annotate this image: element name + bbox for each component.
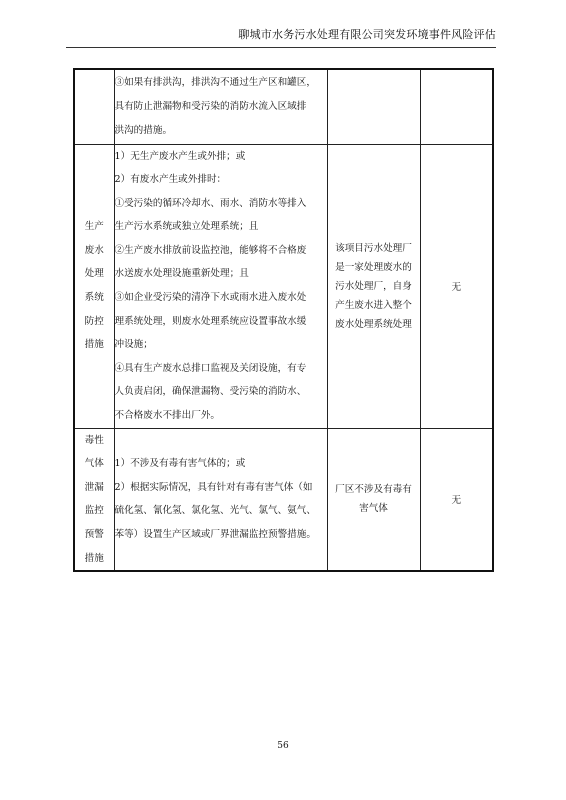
category-text: 预警 [84,529,104,540]
situation-line: 废水处理系统处理 [335,318,412,330]
category-text: 系统 [84,292,104,304]
page-number: 56 [277,741,289,751]
requirement-line: 生产污水系统或独立处理系统；且 [114,221,259,233]
requirement-line: ③如企业受污染的清净下水或雨水进入废水处 [114,292,307,304]
situation-line: 该项目污水处理厂 [335,242,412,254]
requirement-line: 水送废水处理设施重新处理；且 [114,268,249,280]
requirement-line: 理系统处理，则废水处理系统应设置事故水缓 [114,315,307,327]
risk-assessment-table [73,68,494,572]
requirement-line: 2）有废水产生或外排时： [114,174,227,186]
table-row [74,428,493,571]
requirement-cell [114,144,327,428]
situation-cell [327,69,420,144]
requirement-line: 硫化氢、氰化氢、氯化氢、光气、氯气、氨气、 [114,505,316,517]
page-header: 聊城市水务污水处理有限公司突发环境事件风险评估 [238,28,496,41]
category-text: 生产 [84,221,104,233]
situation-line: 污水处理厂，自身 [335,280,412,292]
requirement-line: ④具有生产废水总排口监视及关闭设施，有专 [114,362,307,374]
requirement-line: 不合格废水不排出厂外。 [114,410,221,422]
category-text: 监控 [84,505,104,517]
category-cell [74,144,114,428]
requirement-line: ②生产废水排放前设监控池，能够将不合格废 [114,244,307,256]
situation-cell [327,428,420,571]
table-row [74,144,493,428]
category-text: 处理 [84,268,104,280]
requirement-line: 洪沟的措施。 [114,124,173,136]
category-text: 防控 [84,315,104,327]
situation-line: 产生废水进入整个 [335,299,412,311]
category-text: 毒性 [84,434,104,446]
requirement-line: 1）不涉及有毒有害气体的；或 [114,458,246,470]
category-text: 泄漏 [84,481,104,493]
situation-line: 害气体 [359,503,388,515]
requirement-cell [114,69,327,144]
category-text: 气体 [84,458,104,470]
situation-cell [327,144,420,428]
requirement-line: 具有防止泄漏物和受污染的消防水流入区域排 [114,100,307,112]
category-text: 措施 [84,552,104,564]
requirement-line: 人负责启闭，确保泄漏物、受污染的消防水、 [114,386,307,398]
conclusion-cell [420,69,493,144]
category-text: 措施 [84,339,104,351]
requirement-cell [114,428,327,571]
requirement-line: 1）无生产废水产生或外排；或 [114,150,246,162]
requirement-line: 冲设施； [114,339,153,351]
header-rule [66,47,496,48]
table-row [74,69,493,144]
requirement-line: 2）根据实际情况，具有针对有毒有害气体（如 [114,481,313,493]
requirement-line: ①受污染的循环冷却水、雨水、消防水等排入 [114,197,307,209]
conclusion-cell: 无 [420,144,493,428]
category-cell [74,428,114,571]
requirement-line: ③如果有排洪沟，排洪沟不通过生产区和罐区， [114,77,316,89]
situation-line: 厂区不涉及有毒有 [335,484,412,496]
situation-line: 是一家处理废水的 [335,261,412,273]
category-cell [74,69,114,144]
category-text: 废水 [84,244,104,256]
requirement-line: 苯等）设置生产区域或厂界泄漏监控预警措施。 [114,529,316,540]
conclusion-cell: 无 [420,428,493,571]
